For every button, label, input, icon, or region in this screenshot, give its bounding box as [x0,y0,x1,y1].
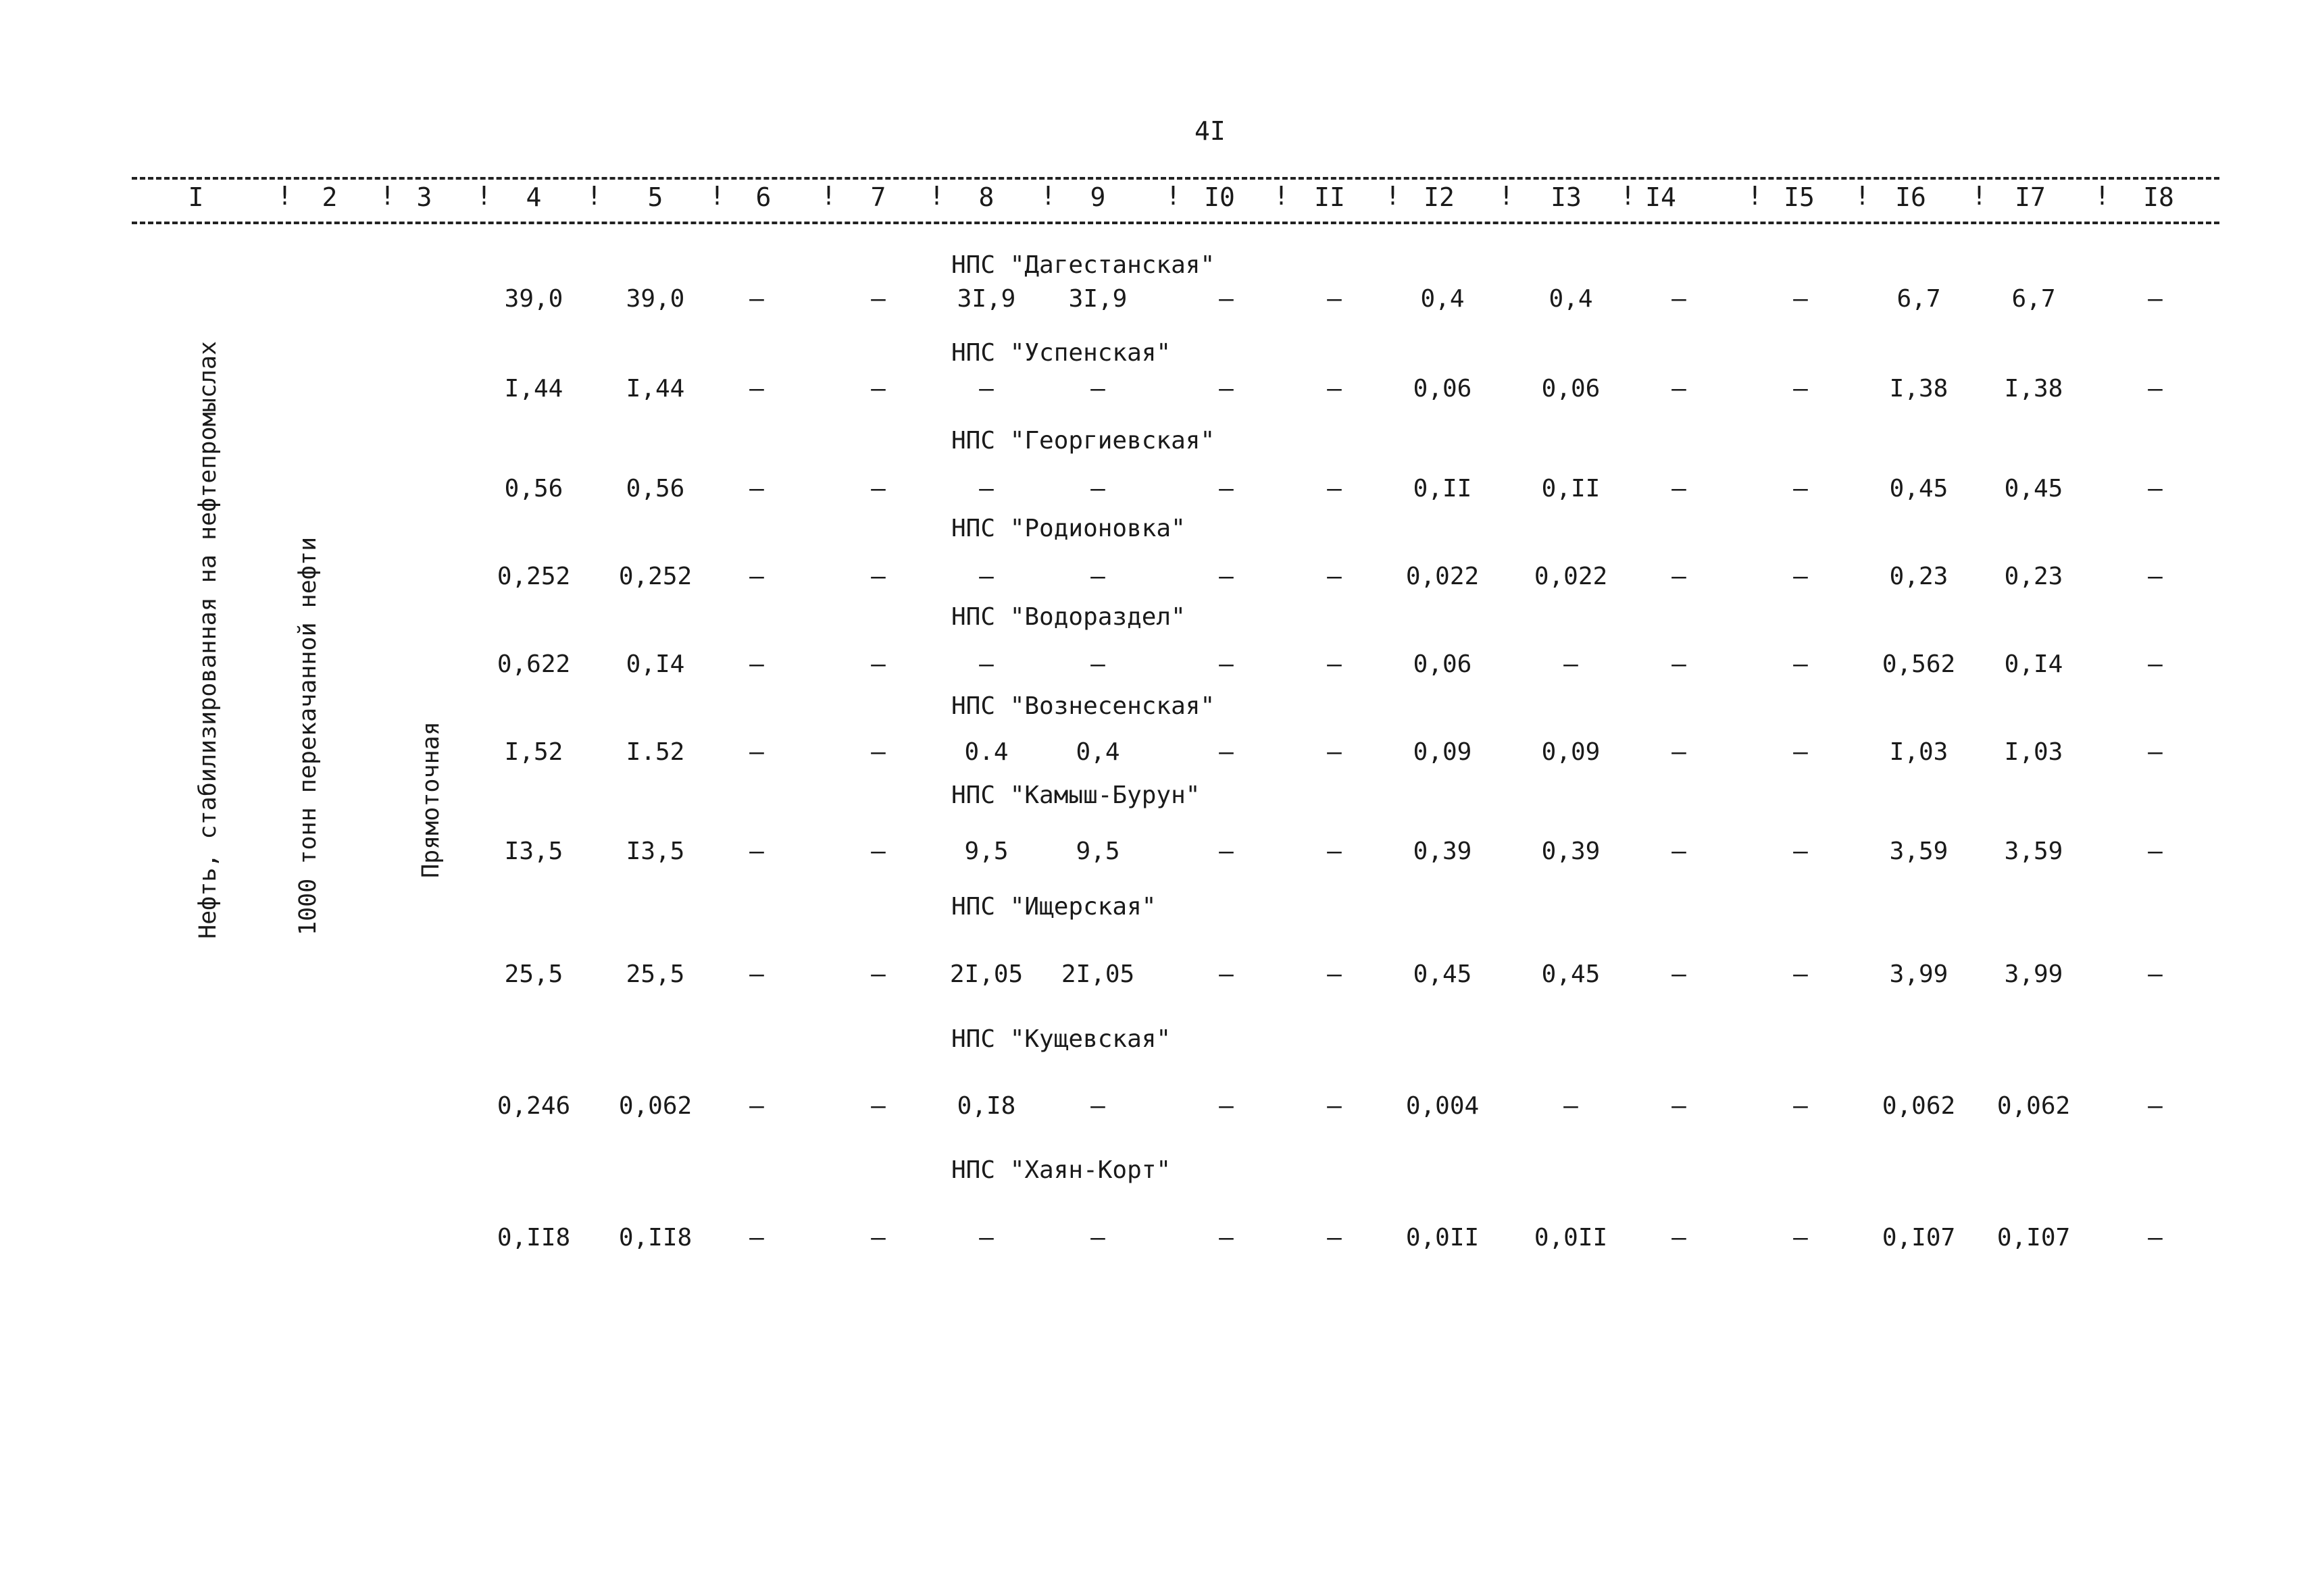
station-name: НПС "Хаян-Корт" [951,1156,1172,1184]
table-cell-col-16: I,03 [1889,738,1948,766]
table-cell-col-6: – [749,838,764,865]
table-cell-col-4: 25,5 [504,960,563,988]
table-cell-col-8: – [979,475,994,503]
table-cell-col-17: 0,23 [2004,563,2063,590]
table-cell-col-13: 0,06 [1541,375,1601,403]
column-separator: ! [821,181,836,211]
table-cell-col-9: – [1090,650,1105,678]
table-cell-col-8: 0,I8 [957,1092,1016,1120]
column-separator: ! [1855,181,1870,211]
column-header-11: II [1314,182,1345,212]
table-cell-col-9: 9,5 [1076,838,1120,865]
table-cell-col-13: – [1563,650,1578,678]
table-cell-col-6: – [749,650,764,678]
table-cell-col-12: 0,0II [1405,1224,1480,1252]
table-cell-col-16: 3,59 [1889,838,1948,865]
table-cell-col-14: – [1671,960,1686,988]
table-cell-col-8: – [979,650,994,678]
table-cell-col-15: – [1793,1224,1808,1252]
table-cell-col-10: – [1219,960,1234,988]
table-cell-col-8: – [979,1224,994,1252]
column-separator: ! [1971,181,1987,211]
table-cell-col-16: 0,45 [1889,475,1948,503]
table-cell-col-12: 0,06 [1413,375,1472,403]
column-header-8: 8 [978,182,995,212]
table-cell-col-4: I,52 [504,738,563,766]
table-cell-col-5: 0,II8 [618,1224,693,1252]
table-cell-col-11: – [1327,838,1342,865]
table-cell-col-11: – [1327,285,1342,313]
column-header-2: 2 [322,182,338,212]
table-cell-col-8: – [979,563,994,590]
column-header-1: I [188,182,204,212]
table-cell-col-11: – [1327,1092,1342,1120]
table-cell-col-16: I,38 [1889,375,1948,403]
table-cell-col-9: 3I,9 [1068,285,1128,313]
table-cell-col-14: – [1671,563,1686,590]
table-cell-col-6: – [749,285,764,313]
table-cell-col-15: – [1793,563,1808,590]
table-cell-col-11: – [1327,475,1342,503]
table-cell-col-4: I,44 [504,375,563,403]
table-cell-col-17: 3,59 [2004,838,2063,865]
column-separator: ! [1274,181,1289,211]
table-cell-col-9: – [1090,563,1105,590]
table-cell-col-18: – [2148,960,2163,988]
table-cell-col-14: – [1671,738,1686,766]
column-separator: ! [1385,181,1401,211]
table-cell-col-4: 0,246 [497,1092,571,1120]
table-cell-col-14: – [1671,285,1686,313]
table-cell-col-11: – [1327,650,1342,678]
table-cell-col-18: – [2148,650,2163,678]
table-cell-col-10: – [1219,1224,1234,1252]
table-cell-col-13: 0,09 [1541,738,1601,766]
table-cell-col-13: 0,II [1541,475,1601,503]
table-cell-col-7: – [871,960,886,988]
station-name: НПС "Ищерская" [951,893,1157,921]
table-cell-col-4: 0,622 [497,650,571,678]
row-label-product: Нефть, стабилизированная на нефтепромыслах [195,340,222,939]
table-cell-col-11: – [1327,375,1342,403]
table-cell-col-14: – [1671,375,1686,403]
table-cell-col-13: 0,022 [1534,563,1608,590]
table-cell-col-10: – [1219,738,1234,766]
table-cell-col-18: – [2148,285,2163,313]
table-cell-col-16: 0,I07 [1882,1224,1956,1252]
table-cell-col-5: 0,252 [618,563,693,590]
station-name: НПС "Родионовка" [951,515,1186,542]
column-header-15: I5 [1784,182,1815,212]
table-cell-col-5: I.52 [626,738,685,766]
column-separator: ! [586,181,602,211]
column-separator: ! [2094,181,2110,211]
table-cell-col-17: 0,062 [1996,1092,2071,1120]
column-header-17: I7 [2015,182,2046,212]
table-cell-col-12: 0,004 [1405,1092,1480,1120]
table-cell-col-16: 0,562 [1882,650,1956,678]
table-cell-col-7: – [871,285,886,313]
table-cell-col-5: 0,56 [626,475,685,503]
column-header-16: I6 [1895,182,1926,212]
table-cell-col-17: 0,I07 [1996,1224,2071,1252]
table-cell-col-12: 0,45 [1413,960,1472,988]
table-cell-col-11: – [1327,1224,1342,1252]
table-cell-col-17: 3,99 [2004,960,2063,988]
column-separator: ! [709,181,725,211]
table-cell-col-15: – [1793,285,1808,313]
column-header-13: I3 [1551,182,1582,212]
column-header-12: I2 [1424,182,1455,212]
table-cell-col-12: 0,II [1413,475,1472,503]
table-cell-col-7: – [871,1092,886,1120]
table-cell-col-5: 39,0 [626,285,685,313]
table-cell-col-12: 0,4 [1420,285,1465,313]
table-cell-col-17: 6,7 [2011,285,2056,313]
table-cell-col-11: – [1327,960,1342,988]
column-header-9: 9 [1090,182,1106,212]
table-cell-col-8: 2I,05 [949,960,1024,988]
table-cell-col-13: – [1563,1092,1578,1120]
table-cell-col-15: – [1793,738,1808,766]
table-cell-col-12: 0,022 [1405,563,1480,590]
table-cell-col-16: 0,23 [1889,563,1948,590]
table-cell-col-7: – [871,738,886,766]
table-cell-col-6: – [749,475,764,503]
table-cell-col-18: – [2148,375,2163,403]
table-cell-col-9: – [1090,375,1105,403]
table-cell-col-4: 0,56 [504,475,563,503]
table-cell-col-14: – [1671,650,1686,678]
table-cell-col-6: – [749,375,764,403]
station-name: НПС "Камыш-Бурун" [951,781,1201,809]
table-cell-col-10: – [1219,838,1234,865]
table-cell-col-5: 25,5 [626,960,685,988]
column-header-4: 4 [526,182,542,212]
table-cell-col-14: – [1671,1224,1686,1252]
page-number: 4I [1194,116,1226,146]
table-cell-col-16: 6,7 [1896,285,1941,313]
column-header-3: 3 [416,182,432,212]
table-cell-col-12: 0,39 [1413,838,1472,865]
table-cell-col-7: – [871,1224,886,1252]
column-separator: ! [277,181,293,211]
table-cell-col-4: 39,0 [504,285,563,313]
table-cell-col-6: – [749,738,764,766]
table-cell-col-17: 0,I4 [2004,650,2063,678]
table-cell-col-17: 0,45 [2004,475,2063,503]
table-cell-col-13: 0,0II [1534,1224,1608,1252]
table-cell-col-7: – [871,563,886,590]
table-cell-col-9: – [1090,475,1105,503]
table-cell-col-15: – [1793,650,1808,678]
station-name: НПС "Вознесенская" [951,692,1215,720]
table-cell-col-9: 2I,05 [1061,960,1135,988]
table-cell-col-15: – [1793,1092,1808,1120]
table-cell-col-16: 0,062 [1882,1092,1956,1120]
table-cell-col-18: – [2148,738,2163,766]
column-separator: ! [1040,181,1056,211]
table-cell-col-15: – [1793,960,1808,988]
table-cell-col-8: 9,5 [964,838,1009,865]
table-cell-col-4: I3,5 [504,838,563,865]
column-header-14: I4 [1645,182,1676,212]
table-cell-col-7: – [871,375,886,403]
table-cell-col-13: 0,39 [1541,838,1601,865]
table-cell-col-8: 0.4 [964,738,1009,766]
table-cell-col-11: – [1327,738,1342,766]
table-cell-col-5: I3,5 [626,838,685,865]
table-cell-col-14: – [1671,475,1686,503]
column-header-6: 6 [755,182,772,212]
table-cell-col-6: – [749,1092,764,1120]
table-cell-col-5: I,44 [626,375,685,403]
column-separator: ! [1620,181,1636,211]
column-header-18: I8 [2143,182,2174,212]
table-cell-col-18: – [2148,475,2163,503]
row-label-unit: 1000 тонн перекачанной нефти [295,536,322,935]
column-separator: ! [380,181,395,211]
table-cell-col-14: – [1671,838,1686,865]
table-cell-col-5: 0,062 [618,1092,693,1120]
table-cell-col-4: 0,252 [497,563,571,590]
table-cell-col-6: – [749,563,764,590]
column-separator: ! [1747,181,1763,211]
table-cell-col-9: – [1090,1092,1105,1120]
table-cell-col-17: I,03 [2004,738,2063,766]
table-cell-col-14: – [1671,1092,1686,1120]
table-cell-col-6: – [749,1224,764,1252]
column-separator: ! [476,181,492,211]
table-cell-col-15: – [1793,375,1808,403]
table-cell-col-6: – [749,960,764,988]
station-name: НПС "Кущевская" [951,1025,1172,1053]
station-name: НПС "Георгиевская" [951,427,1215,455]
table-cell-col-8: 3I,9 [957,285,1016,313]
table-cell-col-18: – [2148,838,2163,865]
table-cell-col-12: 0,09 [1413,738,1472,766]
station-name: НПС "Успенская" [951,339,1172,367]
header-rule-bottom [132,222,2219,224]
table-cell-col-5: 0,I4 [626,650,685,678]
table-cell-col-7: – [871,475,886,503]
table-cell-col-15: – [1793,838,1808,865]
table-cell-col-10: – [1219,650,1234,678]
table-cell-col-17: I,38 [2004,375,2063,403]
column-separator: ! [1165,181,1181,211]
table-cell-col-13: 0,4 [1549,285,1593,313]
station-name: НПС "Водораздел" [951,603,1186,631]
table-cell-col-18: – [2148,1224,2163,1252]
table-cell-col-13: 0,45 [1541,960,1601,988]
table-cell-col-10: – [1219,285,1234,313]
table-cell-col-18: – [2148,563,2163,590]
header-rule-top [132,177,2219,180]
table-cell-col-10: – [1219,1092,1234,1120]
table-cell-col-7: – [871,838,886,865]
table-cell-col-10: – [1219,563,1234,590]
table-cell-col-9: 0,4 [1076,738,1120,766]
table-cell-col-8: – [979,375,994,403]
table-cell-col-10: – [1219,375,1234,403]
table-cell-col-15: – [1793,475,1808,503]
column-header-10: I0 [1204,182,1235,212]
table-cell-col-4: 0,II8 [497,1224,571,1252]
table-cell-col-12: 0,06 [1413,650,1472,678]
row-label-type: Прямоточная [418,721,445,878]
column-separator: ! [929,181,945,211]
station-name: НПС "Дагестанская" [951,251,1215,279]
table-cell-col-9: – [1090,1224,1105,1252]
table-cell-col-18: – [2148,1092,2163,1120]
column-separator: ! [1499,181,1514,211]
column-header-7: 7 [870,182,886,212]
table-cell-col-11: – [1327,563,1342,590]
table-cell-col-7: – [871,650,886,678]
table-cell-col-10: – [1219,475,1234,503]
table-cell-col-16: 3,99 [1889,960,1948,988]
column-header-5: 5 [647,182,663,212]
